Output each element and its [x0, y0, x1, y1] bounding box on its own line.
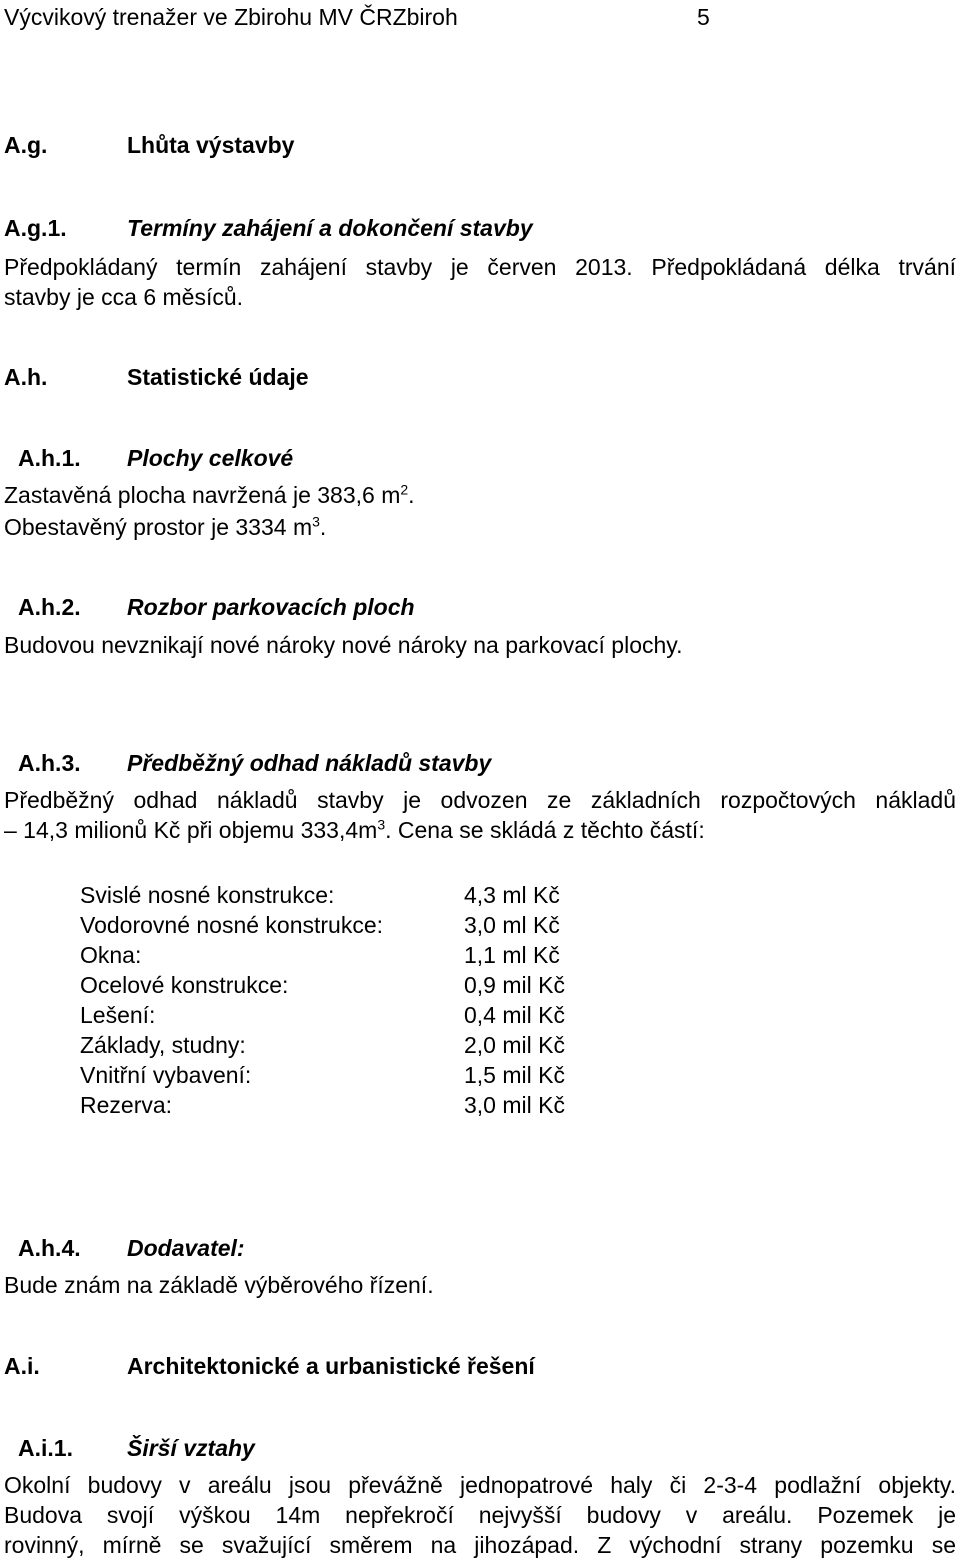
subsection-number: A.h.4.: [18, 1235, 81, 1261]
cost-value: 1,5 mil Kč: [464, 1062, 565, 1088]
header-title: Výcvikový trenažer ve Zbirohu MV ČRZbiroh: [4, 4, 458, 30]
paragraph-line: Budova svojí výškou 14m nepřekročí nejvyšší budovy v areálu. Pozemek je: [4, 1502, 956, 1528]
page-number: 5: [697, 4, 710, 30]
cost-value: 3,0 mil Kč: [464, 1092, 565, 1118]
section-number: A.g.: [4, 132, 48, 158]
cost-value: 0,4 mil Kč: [464, 1002, 565, 1028]
cost-label: Lešení:: [80, 1002, 156, 1028]
cost-value: 2,0 mil Kč: [464, 1032, 565, 1058]
subsection-title: Širší vztahy: [127, 1435, 255, 1461]
paragraph-line: Obestavěný prostor je 3334 $m^3$.: [4, 513, 327, 540]
subsection-number: A.i.1.: [18, 1435, 73, 1461]
subsection-number: A.h.3.: [18, 750, 81, 776]
paragraph-line: Budovou nevznikají nové nároky nové nároky na parkovací plochy.: [4, 632, 683, 658]
paragraph-line: Bude znám na základě výběrového řízení.: [4, 1272, 434, 1298]
subsection-title: Rozbor parkovacích ploch: [127, 594, 415, 620]
section-number: A.i.: [4, 1353, 40, 1379]
subsection-title: Předběžný odhad nákladů stavby: [127, 750, 492, 776]
cost-label: Ocelové konstrukce:: [80, 972, 289, 998]
paragraph-line: rovinný, mírně se svažující směrem na jihozápad. Z východní strany pozemku se: [4, 1532, 956, 1558]
section-title: Lhůta výstavby: [127, 132, 295, 158]
cost-value: 3,0 ml Kč: [464, 912, 560, 938]
paragraph-line: stavby je cca 6 měsíců.: [4, 284, 244, 310]
subsection-number: A.g.1.: [4, 215, 67, 241]
cost-label: Okna:: [80, 942, 142, 968]
cost-value: 1,1 ml Kč: [464, 942, 560, 968]
section-title: Architektonické a urbanistické řešení: [127, 1353, 535, 1379]
cost-label: Vnitřní vybavení:: [80, 1062, 252, 1088]
paragraph-line: – 14,3 milionů Kč při objemu $333,4m^3$. Cena se skládá z těchto částí:: [4, 816, 705, 843]
section-title: Statistické údaje: [127, 364, 309, 390]
subsection-number: A.h.2.: [18, 594, 81, 620]
cost-label: Základy, studny:: [80, 1032, 246, 1058]
cost-label: Rezerva:: [80, 1092, 173, 1118]
subsection-title: Plochy celkové: [127, 445, 294, 471]
section-number: A.h.: [4, 364, 48, 390]
paragraph-line: Předpokládaný termín zahájení stavby je červen 2013. Předpokládaná délka trvání: [4, 254, 956, 280]
paragraph-line: Okolní budovy v areálu jsou převážně jednopatrové haly či 2-3-4 podlažní objekty.: [4, 1472, 956, 1498]
cost-label: Svislé nosné konstrukce:: [80, 882, 335, 908]
subsection-title: Termíny zahájení a dokončení stavby: [127, 215, 533, 241]
subsection-title: Dodavatel:: [127, 1235, 245, 1261]
paragraph-line: Předběžný odhad nákladů stavby je odvozen ze základních rozpočtových nákladů: [4, 787, 956, 813]
cost-value: 0,9 mil Kč: [464, 972, 565, 998]
subsection-number: A.h.1.: [18, 445, 81, 471]
cost-label: Vodorovné nosné konstrukce:: [80, 912, 384, 938]
paragraph-line: Zastavěná plocha navržená je 383,6 $m^2$.: [4, 481, 415, 508]
cost-value: 4,3 ml Kč: [464, 882, 560, 908]
